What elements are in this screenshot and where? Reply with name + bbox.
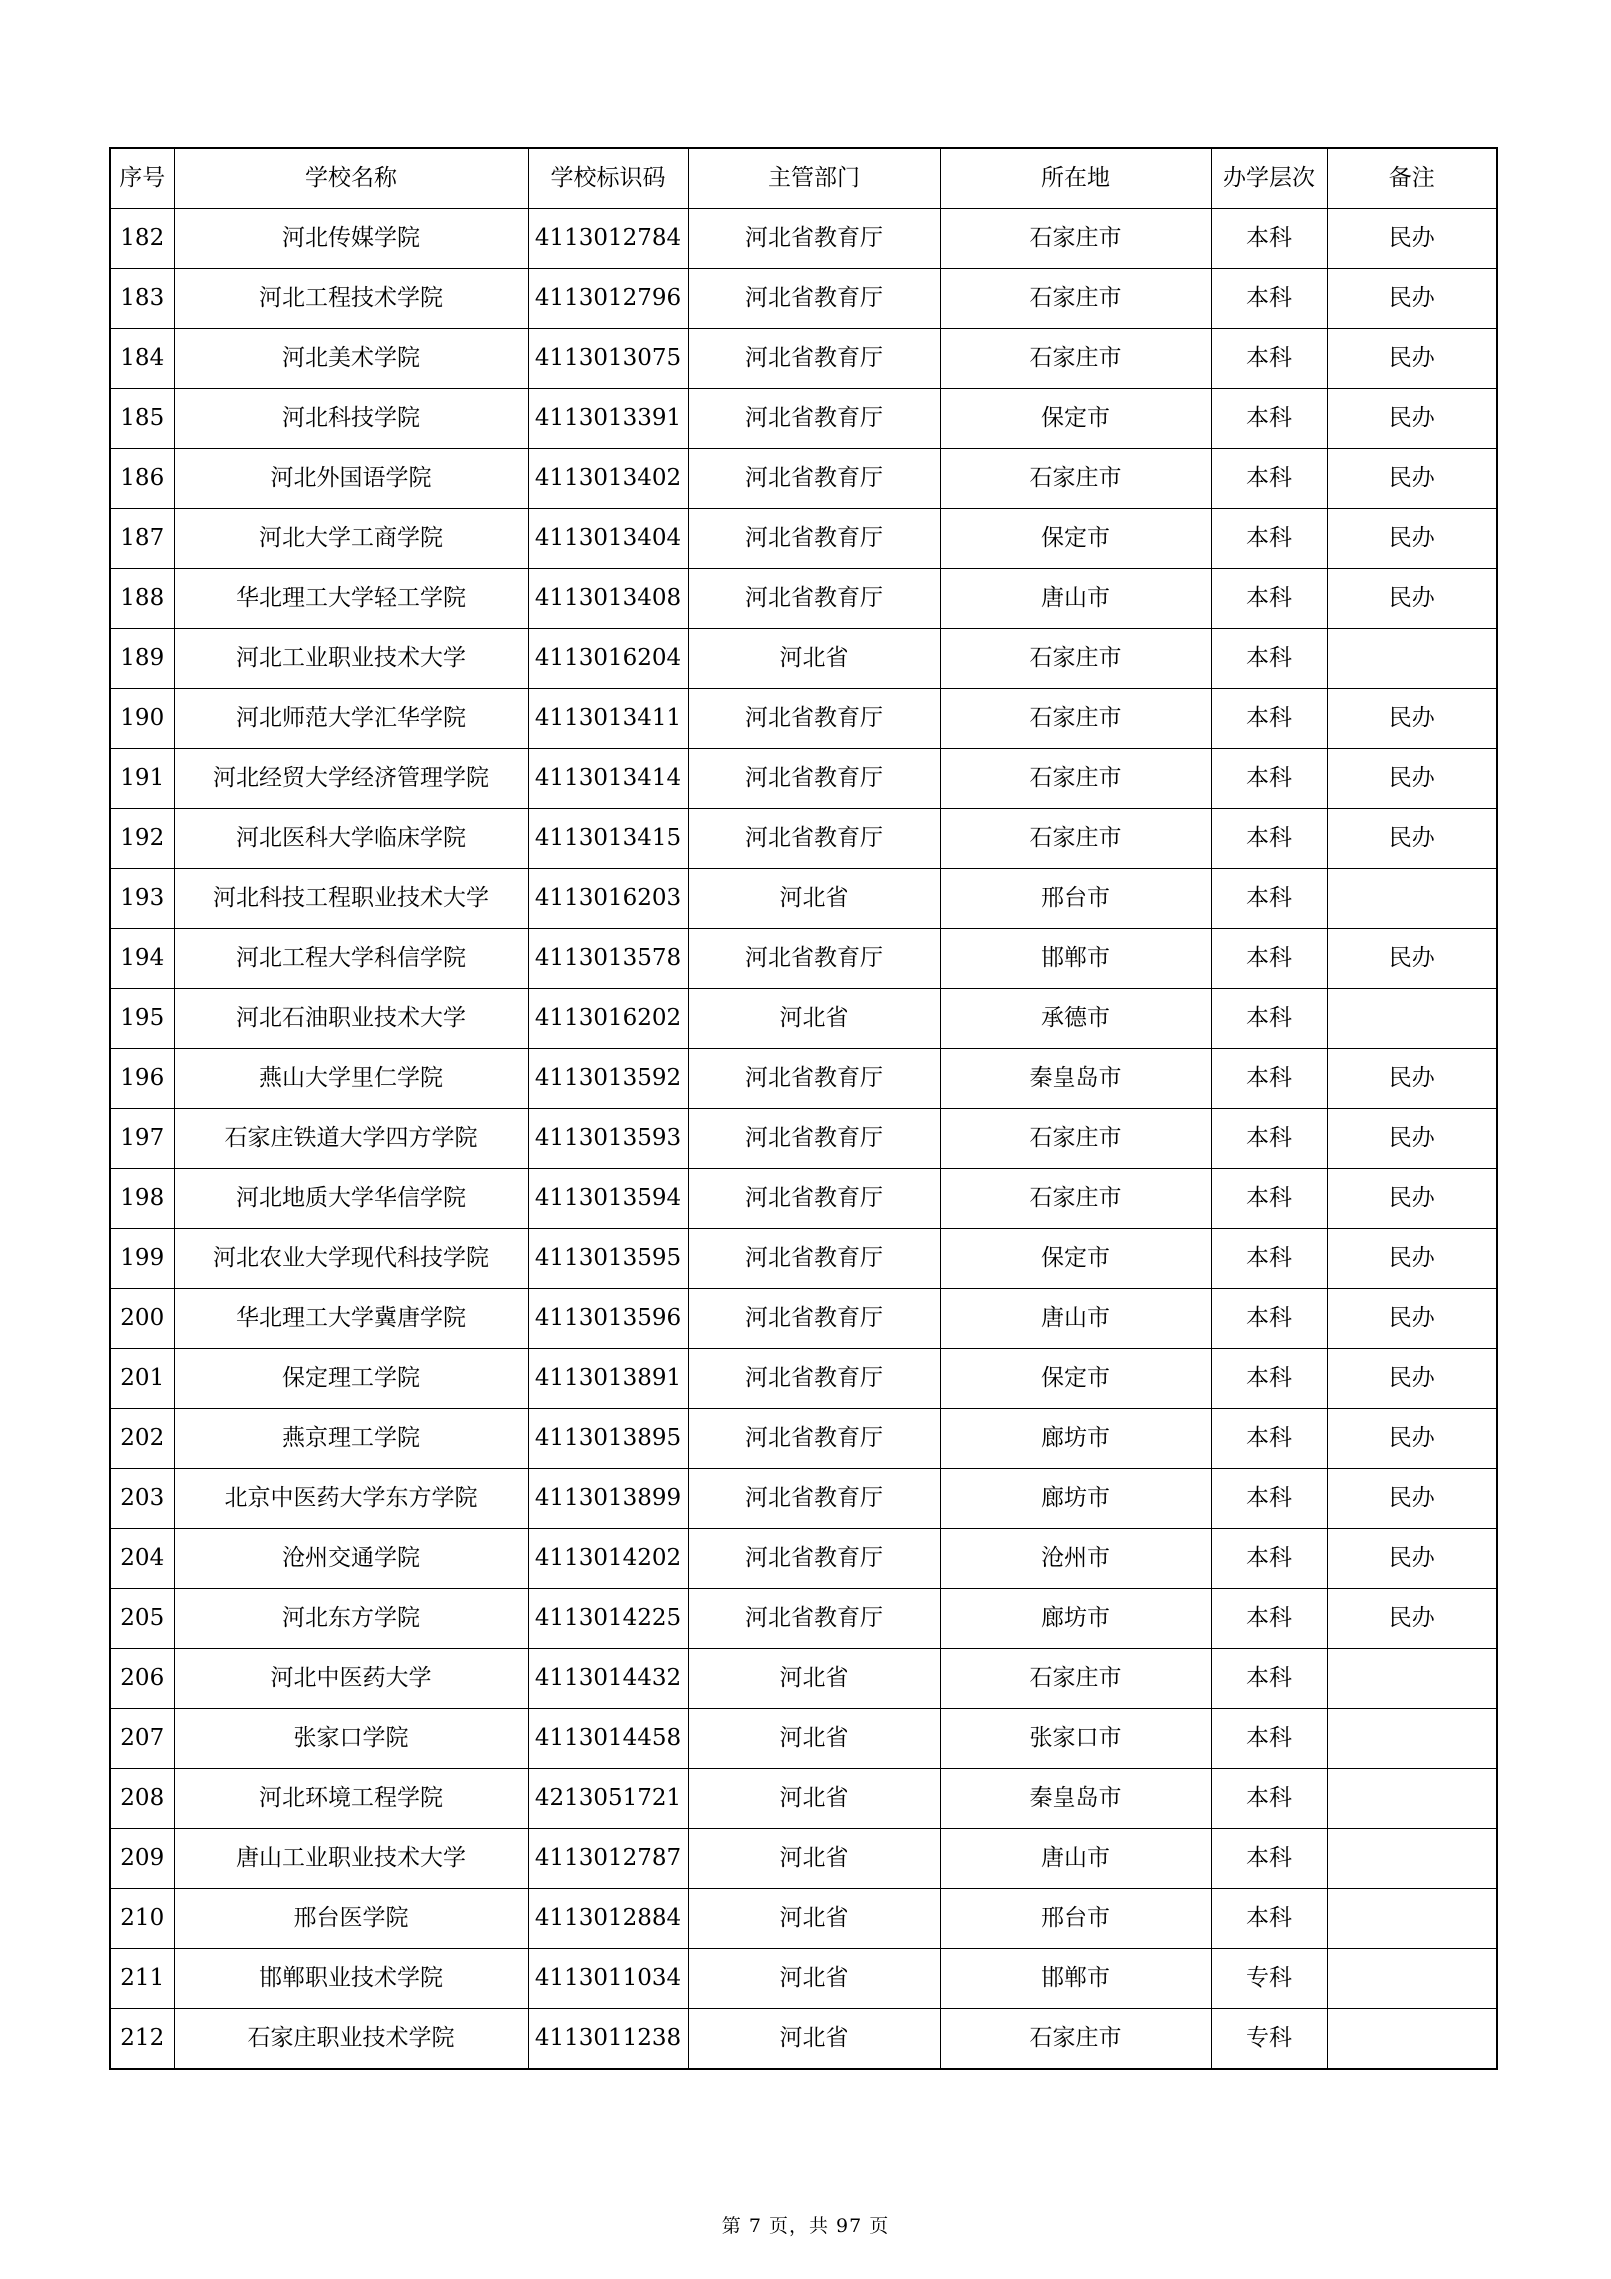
cell-col-index: 200 xyxy=(110,1289,174,1349)
cell-col-index: 208 xyxy=(110,1769,174,1829)
cell-col-index: 203 xyxy=(110,1469,174,1529)
cell-col-remark: 民办 xyxy=(1327,449,1497,509)
cell-col-remark: 民办 xyxy=(1327,329,1497,389)
cell-col-school-code: 4113012784 xyxy=(528,209,688,269)
cell-col-school-name: 河北大学工商学院 xyxy=(174,509,528,569)
cell-col-index: 194 xyxy=(110,929,174,989)
cell-col-department: 河北省 xyxy=(688,2009,940,2070)
cell-col-index: 183 xyxy=(110,269,174,329)
cell-col-index: 211 xyxy=(110,1949,174,2009)
cell-col-department: 河北省教育厅 xyxy=(688,1109,940,1169)
cell-col-level: 本科 xyxy=(1211,329,1327,389)
cell-col-level: 本科 xyxy=(1211,689,1327,749)
cell-col-index: 184 xyxy=(110,329,174,389)
cell-col-location: 保定市 xyxy=(940,509,1211,569)
cell-col-level: 本科 xyxy=(1211,449,1327,509)
cell-col-location: 唐山市 xyxy=(940,1829,1211,1889)
cell-col-level: 本科 xyxy=(1211,389,1327,449)
cell-col-location: 承德市 xyxy=(940,989,1211,1049)
cell-col-level: 本科 xyxy=(1211,1409,1327,1469)
cell-col-department: 河北省教育厅 xyxy=(688,749,940,809)
table-row xyxy=(110,1589,1497,1649)
table-row xyxy=(110,989,1497,1049)
cell-col-index: 187 xyxy=(110,509,174,569)
cell-col-location: 邢台市 xyxy=(940,869,1211,929)
cell-col-level: 本科 xyxy=(1211,209,1327,269)
cell-col-location: 保定市 xyxy=(940,1229,1211,1289)
cell-col-location: 石家庄市 xyxy=(940,629,1211,689)
cell-col-school-name: 河北工程技术学院 xyxy=(174,269,528,329)
cell-col-school-code: 4113016202 xyxy=(528,989,688,1049)
cell-col-index: 193 xyxy=(110,869,174,929)
cell-col-index: 190 xyxy=(110,689,174,749)
cell-col-remark xyxy=(1327,629,1497,689)
cell-col-department: 河北省教育厅 xyxy=(688,449,940,509)
cell-col-remark: 民办 xyxy=(1327,569,1497,629)
cell-col-school-code: 4113013075 xyxy=(528,329,688,389)
cell-col-department: 河北省 xyxy=(688,1829,940,1889)
table-row xyxy=(110,1409,1497,1469)
cell-col-level: 本科 xyxy=(1211,1289,1327,1349)
cell-col-level: 本科 xyxy=(1211,1169,1327,1229)
cell-col-school-name: 河北中医药大学 xyxy=(174,1649,528,1709)
header-col-school-name: 学校名称 xyxy=(174,148,528,209)
cell-col-department: 河北省教育厅 xyxy=(688,569,940,629)
table-row xyxy=(110,269,1497,329)
table-row xyxy=(110,2009,1497,2070)
table-row xyxy=(110,689,1497,749)
cell-col-school-code: 4113013415 xyxy=(528,809,688,869)
cell-col-level: 本科 xyxy=(1211,1349,1327,1409)
cell-col-location: 唐山市 xyxy=(940,1289,1211,1349)
cell-col-location: 唐山市 xyxy=(940,569,1211,629)
cell-col-school-name: 邢台医学院 xyxy=(174,1889,528,1949)
cell-col-school-code: 4113013895 xyxy=(528,1409,688,1469)
cell-col-department: 河北省 xyxy=(688,629,940,689)
cell-col-level: 本科 xyxy=(1211,1109,1327,1169)
cell-col-index: 207 xyxy=(110,1709,174,1769)
cell-col-remark xyxy=(1327,1649,1497,1709)
cell-col-department: 河北省 xyxy=(688,1709,940,1769)
cell-col-level: 本科 xyxy=(1211,1649,1327,1709)
table-row xyxy=(110,1049,1497,1109)
header-col-school-code: 学校标识码 xyxy=(528,148,688,209)
cell-col-department: 河北省 xyxy=(688,1949,940,2009)
cell-col-level: 本科 xyxy=(1211,989,1327,1049)
cell-col-department: 河北省教育厅 xyxy=(688,1349,940,1409)
cell-col-level: 本科 xyxy=(1211,1529,1327,1589)
cell-col-remark: 民办 xyxy=(1327,1049,1497,1109)
table-row xyxy=(110,389,1497,449)
cell-col-remark: 民办 xyxy=(1327,929,1497,989)
cell-col-school-name: 河北外国语学院 xyxy=(174,449,528,509)
cell-col-school-code: 4213051721 xyxy=(528,1769,688,1829)
cell-col-department: 河北省教育厅 xyxy=(688,209,940,269)
cell-col-school-code: 4113012884 xyxy=(528,1889,688,1949)
cell-col-remark xyxy=(1327,2009,1497,2070)
header-col-department: 主管部门 xyxy=(688,148,940,209)
table-row xyxy=(110,1949,1497,2009)
cell-col-remark: 民办 xyxy=(1327,809,1497,869)
header-col-index: 序号 xyxy=(110,148,174,209)
cell-col-index: 186 xyxy=(110,449,174,509)
cell-col-remark: 民办 xyxy=(1327,689,1497,749)
cell-col-remark: 民办 xyxy=(1327,1349,1497,1409)
header-row xyxy=(110,148,1497,209)
cell-col-index: 189 xyxy=(110,629,174,689)
cell-col-index: 185 xyxy=(110,389,174,449)
cell-col-school-code: 4113014458 xyxy=(528,1709,688,1769)
cell-col-department: 河北省教育厅 xyxy=(688,1229,940,1289)
table-row xyxy=(110,1349,1497,1409)
cell-col-location: 保定市 xyxy=(940,1349,1211,1409)
cell-col-remark: 民办 xyxy=(1327,1229,1497,1289)
cell-col-school-code: 4113013891 xyxy=(528,1349,688,1409)
cell-col-remark: 民办 xyxy=(1327,1529,1497,1589)
cell-col-remark: 民办 xyxy=(1327,1409,1497,1469)
cell-col-index: 192 xyxy=(110,809,174,869)
cell-col-location: 邯郸市 xyxy=(940,929,1211,989)
cell-col-level: 本科 xyxy=(1211,269,1327,329)
cell-col-remark: 民办 xyxy=(1327,269,1497,329)
cell-col-school-code: 4113014432 xyxy=(528,1649,688,1709)
cell-col-school-name: 河北医科大学临床学院 xyxy=(174,809,528,869)
cell-col-school-name: 河北经贸大学经济管理学院 xyxy=(174,749,528,809)
cell-col-school-name: 保定理工学院 xyxy=(174,1349,528,1409)
cell-col-remark: 民办 xyxy=(1327,1109,1497,1169)
table-row xyxy=(110,1709,1497,1769)
cell-col-location: 廊坊市 xyxy=(940,1409,1211,1469)
cell-col-remark: 民办 xyxy=(1327,209,1497,269)
cell-col-index: 201 xyxy=(110,1349,174,1409)
cell-col-location: 邢台市 xyxy=(940,1889,1211,1949)
cell-col-index: 196 xyxy=(110,1049,174,1109)
cell-col-remark: 民办 xyxy=(1327,509,1497,569)
table-header xyxy=(110,148,1497,209)
cell-col-index: 212 xyxy=(110,2009,174,2070)
cell-col-school-name: 北京中医药大学东方学院 xyxy=(174,1469,528,1529)
header-col-remark: 备注 xyxy=(1327,148,1497,209)
cell-col-remark xyxy=(1327,869,1497,929)
table-row xyxy=(110,449,1497,509)
cell-col-location: 石家庄市 xyxy=(940,269,1211,329)
cell-col-department: 河北省教育厅 xyxy=(688,1529,940,1589)
cell-col-school-name: 河北地质大学华信学院 xyxy=(174,1169,528,1229)
cell-col-level: 本科 xyxy=(1211,1829,1327,1889)
cell-col-department: 河北省教育厅 xyxy=(688,1049,940,1109)
cell-col-school-name: 华北理工大学冀唐学院 xyxy=(174,1289,528,1349)
cell-col-index: 191 xyxy=(110,749,174,809)
cell-col-level: 本科 xyxy=(1211,1049,1327,1109)
cell-col-school-name: 河北农业大学现代科技学院 xyxy=(174,1229,528,1289)
table-row xyxy=(110,1649,1497,1709)
cell-col-index: 206 xyxy=(110,1649,174,1709)
cell-col-level: 本科 xyxy=(1211,1589,1327,1649)
table-row xyxy=(110,509,1497,569)
cell-col-department: 河北省教育厅 xyxy=(688,809,940,869)
cell-col-school-name: 河北美术学院 xyxy=(174,329,528,389)
cell-col-level: 专科 xyxy=(1211,2009,1327,2070)
cell-col-location: 石家庄市 xyxy=(940,749,1211,809)
cell-col-location: 石家庄市 xyxy=(940,329,1211,389)
cell-col-location: 廊坊市 xyxy=(940,1469,1211,1529)
table-row xyxy=(110,1469,1497,1529)
table-row xyxy=(110,869,1497,929)
cell-col-index: 202 xyxy=(110,1409,174,1469)
cell-col-school-code: 4113016204 xyxy=(528,629,688,689)
header-col-level: 办学层次 xyxy=(1211,148,1327,209)
cell-col-remark xyxy=(1327,1709,1497,1769)
table-body xyxy=(110,209,1497,2070)
table-row xyxy=(110,1829,1497,1889)
cell-col-level: 本科 xyxy=(1211,749,1327,809)
cell-col-school-code: 4113013593 xyxy=(528,1109,688,1169)
cell-col-school-name: 河北工程大学科信学院 xyxy=(174,929,528,989)
cell-col-remark xyxy=(1327,1949,1497,2009)
cell-col-school-name: 唐山工业职业技术大学 xyxy=(174,1829,528,1889)
cell-col-school-code: 4113014202 xyxy=(528,1529,688,1589)
cell-col-school-code: 4113013578 xyxy=(528,929,688,989)
cell-col-department: 河北省教育厅 xyxy=(688,1469,940,1529)
table-row xyxy=(110,929,1497,989)
cell-col-school-name: 华北理工大学轻工学院 xyxy=(174,569,528,629)
cell-col-remark: 民办 xyxy=(1327,1469,1497,1529)
cell-col-location: 石家庄市 xyxy=(940,449,1211,509)
cell-col-remark: 民办 xyxy=(1327,1169,1497,1229)
cell-col-location: 张家口市 xyxy=(940,1709,1211,1769)
cell-col-level: 本科 xyxy=(1211,1229,1327,1289)
table-row xyxy=(110,1109,1497,1169)
cell-col-location: 石家庄市 xyxy=(940,689,1211,749)
cell-col-school-name: 河北科技学院 xyxy=(174,389,528,449)
cell-col-level: 本科 xyxy=(1211,509,1327,569)
cell-col-school-code: 4113013408 xyxy=(528,569,688,629)
cell-col-remark: 民办 xyxy=(1327,389,1497,449)
table-row xyxy=(110,1529,1497,1589)
cell-col-location: 秦皇岛市 xyxy=(940,1769,1211,1829)
cell-col-department: 河北省教育厅 xyxy=(688,329,940,389)
table-row xyxy=(110,629,1497,689)
table-row xyxy=(110,1229,1497,1289)
cell-col-school-code: 4113012796 xyxy=(528,269,688,329)
cell-col-school-code: 4113011034 xyxy=(528,1949,688,2009)
cell-col-school-name: 燕京理工学院 xyxy=(174,1409,528,1469)
cell-col-location: 保定市 xyxy=(940,389,1211,449)
cell-col-location: 石家庄市 xyxy=(940,809,1211,869)
cell-col-department: 河北省教育厅 xyxy=(688,509,940,569)
cell-col-school-name: 河北科技工程职业技术大学 xyxy=(174,869,528,929)
cell-col-level: 本科 xyxy=(1211,1889,1327,1949)
cell-col-school-code: 4113013592 xyxy=(528,1049,688,1109)
cell-col-school-code: 4113016203 xyxy=(528,869,688,929)
schools-table xyxy=(109,147,1498,2070)
cell-col-department: 河北省教育厅 xyxy=(688,1589,940,1649)
cell-col-school-name: 石家庄职业技术学院 xyxy=(174,2009,528,2070)
cell-col-level: 本科 xyxy=(1211,629,1327,689)
cell-col-index: 204 xyxy=(110,1529,174,1589)
cell-col-school-code: 4113013595 xyxy=(528,1229,688,1289)
cell-col-department: 河北省教育厅 xyxy=(688,1169,940,1229)
cell-col-school-code: 4113013411 xyxy=(528,689,688,749)
cell-col-location: 邯郸市 xyxy=(940,1949,1211,2009)
cell-col-location: 廊坊市 xyxy=(940,1589,1211,1649)
header-col-location: 所在地 xyxy=(940,148,1211,209)
cell-col-department: 河北省教育厅 xyxy=(688,1289,940,1349)
cell-col-remark xyxy=(1327,989,1497,1049)
cell-col-department: 河北省教育厅 xyxy=(688,389,940,449)
cell-col-level: 本科 xyxy=(1211,809,1327,869)
cell-col-location: 秦皇岛市 xyxy=(940,1049,1211,1109)
table-row xyxy=(110,1289,1497,1349)
cell-col-index: 197 xyxy=(110,1109,174,1169)
cell-col-school-code: 4113013402 xyxy=(528,449,688,509)
cell-col-school-code: 4113013594 xyxy=(528,1169,688,1229)
cell-col-department: 河北省 xyxy=(688,1649,940,1709)
cell-col-school-code: 4113012787 xyxy=(528,1829,688,1889)
cell-col-department: 河北省教育厅 xyxy=(688,689,940,749)
cell-col-index: 210 xyxy=(110,1889,174,1949)
table-row xyxy=(110,329,1497,389)
cell-col-department: 河北省 xyxy=(688,989,940,1049)
table-row xyxy=(110,1169,1497,1229)
cell-col-school-code: 4113014225 xyxy=(528,1589,688,1649)
cell-col-location: 沧州市 xyxy=(940,1529,1211,1589)
cell-col-school-name: 邯郸职业技术学院 xyxy=(174,1949,528,2009)
cell-col-department: 河北省 xyxy=(688,1889,940,1949)
cell-col-school-name: 河北东方学院 xyxy=(174,1589,528,1649)
cell-col-location: 石家庄市 xyxy=(940,1169,1211,1229)
cell-col-school-name: 燕山大学里仁学院 xyxy=(174,1049,528,1109)
table-row xyxy=(110,809,1497,869)
cell-col-school-code: 4113013391 xyxy=(528,389,688,449)
table-row xyxy=(110,209,1497,269)
cell-col-index: 209 xyxy=(110,1829,174,1889)
table-row xyxy=(110,1889,1497,1949)
cell-col-index: 182 xyxy=(110,209,174,269)
cell-col-location: 石家庄市 xyxy=(940,209,1211,269)
cell-col-remark: 民办 xyxy=(1327,1289,1497,1349)
cell-col-school-name: 河北石油职业技术大学 xyxy=(174,989,528,1049)
cell-col-school-code: 4113013596 xyxy=(528,1289,688,1349)
cell-col-location: 石家庄市 xyxy=(940,1649,1211,1709)
cell-col-level: 专科 xyxy=(1211,1949,1327,2009)
cell-col-remark xyxy=(1327,1889,1497,1949)
cell-col-school-code: 4113013899 xyxy=(528,1469,688,1529)
cell-col-index: 188 xyxy=(110,569,174,629)
cell-col-index: 199 xyxy=(110,1229,174,1289)
cell-col-index: 198 xyxy=(110,1169,174,1229)
cell-col-department: 河北省 xyxy=(688,1769,940,1829)
cell-col-remark: 民办 xyxy=(1327,1589,1497,1649)
cell-col-level: 本科 xyxy=(1211,1769,1327,1829)
cell-col-remark: 民办 xyxy=(1327,749,1497,809)
table-row xyxy=(110,569,1497,629)
cell-col-school-code: 4113011238 xyxy=(528,2009,688,2070)
cell-col-school-name: 河北环境工程学院 xyxy=(174,1769,528,1829)
cell-col-school-name: 张家口学院 xyxy=(174,1709,528,1769)
cell-col-level: 本科 xyxy=(1211,869,1327,929)
table-row xyxy=(110,749,1497,809)
cell-col-level: 本科 xyxy=(1211,1709,1327,1769)
cell-col-remark xyxy=(1327,1829,1497,1889)
cell-col-level: 本科 xyxy=(1211,929,1327,989)
cell-col-school-name: 河北师范大学汇华学院 xyxy=(174,689,528,749)
cell-col-department: 河北省教育厅 xyxy=(688,1409,940,1469)
cell-col-department: 河北省 xyxy=(688,869,940,929)
cell-col-school-name: 石家庄铁道大学四方学院 xyxy=(174,1109,528,1169)
cell-col-school-name: 河北传媒学院 xyxy=(174,209,528,269)
page-footer: 第 7 页，共 97 页 xyxy=(721,2215,890,2237)
table-row xyxy=(110,1769,1497,1829)
cell-col-school-name: 河北工业职业技术大学 xyxy=(174,629,528,689)
cell-col-school-code: 4113013404 xyxy=(528,509,688,569)
cell-col-school-code: 4113013414 xyxy=(528,749,688,809)
cell-col-department: 河北省教育厅 xyxy=(688,269,940,329)
cell-col-location: 石家庄市 xyxy=(940,1109,1211,1169)
cell-col-level: 本科 xyxy=(1211,569,1327,629)
cell-col-index: 195 xyxy=(110,989,174,1049)
cell-col-remark xyxy=(1327,1769,1497,1829)
cell-col-level: 本科 xyxy=(1211,1469,1327,1529)
cell-col-department: 河北省教育厅 xyxy=(688,929,940,989)
cell-col-index: 205 xyxy=(110,1589,174,1649)
cell-col-location: 石家庄市 xyxy=(940,2009,1211,2070)
cell-col-school-name: 沧州交通学院 xyxy=(174,1529,528,1589)
